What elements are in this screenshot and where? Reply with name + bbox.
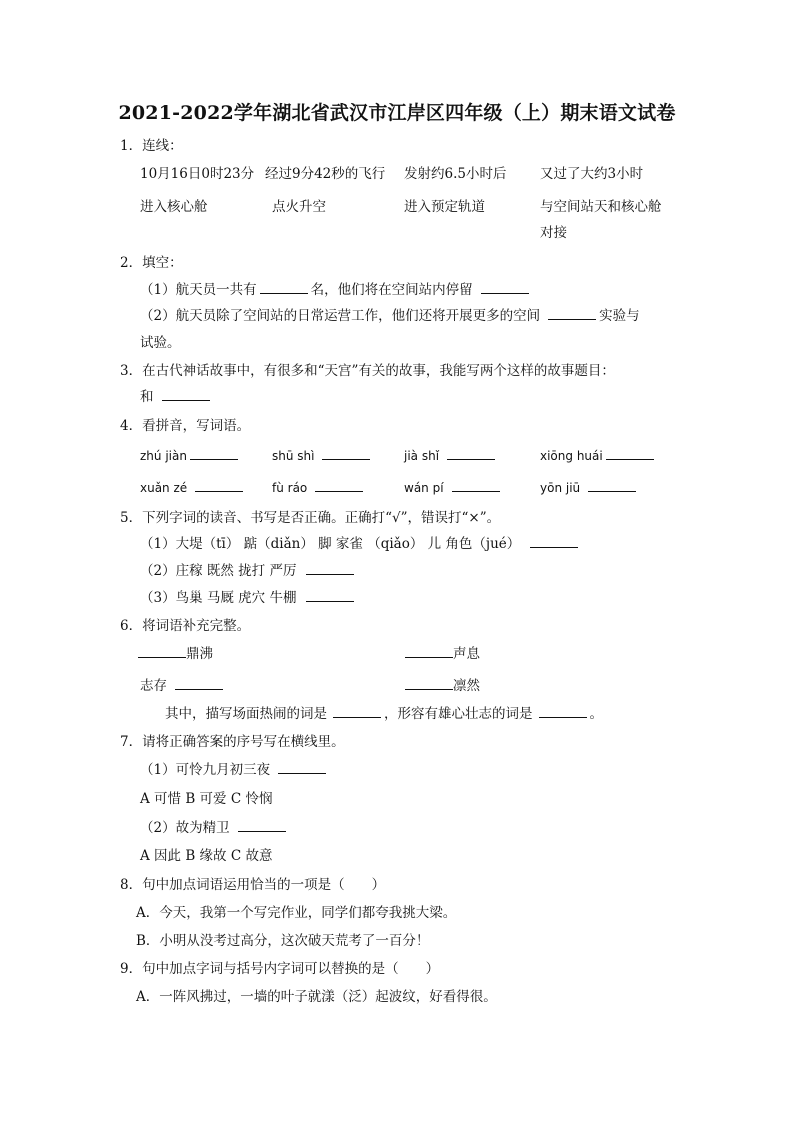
q5-l3-text: （3）鸟巢 马厩 虎穴 牛棚	[140, 590, 297, 606]
q4-row-2-item-1	[140, 479, 246, 497]
q3-text: 和	[140, 389, 154, 405]
q4-pinyin: shū shì	[272, 449, 315, 463]
q1-time-4: 又过了大约3小时	[540, 166, 644, 182]
q1-event-4: 与空间站天和核心舱	[540, 199, 662, 215]
q1-time-2: 经过9分42秒的飞行	[265, 166, 386, 182]
q4-blank[interactable]	[447, 447, 495, 460]
q4-row-1-item-4	[540, 447, 657, 465]
q6-blank-a[interactable]	[138, 645, 186, 658]
q5-heading: 5．下列字词的读音、书写是否正确。正确打“√”，错误打“×”。	[120, 510, 501, 526]
q4-blank[interactable]	[606, 447, 654, 460]
q7-blank-1[interactable]	[278, 761, 326, 774]
q5-line-1	[140, 535, 581, 553]
q1-event-3: 进入预定轨道	[404, 199, 485, 215]
q2-blank-1[interactable]	[260, 281, 308, 294]
q5-line-3	[140, 589, 357, 607]
q4-blank[interactable]	[315, 479, 363, 492]
q6-item-c	[140, 677, 226, 695]
q4-row-2-item-4	[540, 479, 639, 497]
q2-line-1	[140, 281, 532, 299]
q4-pinyin: jià shǐ	[404, 449, 440, 463]
q4-row-2-item-3	[404, 479, 503, 497]
q6-blank-f[interactable]	[539, 705, 587, 718]
q9-option-a: A．一阵风拂过，一墙的叶子就漾（泛）起波纹，好看得很。	[136, 989, 497, 1005]
q6-blank-e[interactable]	[333, 705, 381, 718]
q2-blank-3[interactable]	[548, 307, 596, 320]
q4-row-1-item-2	[272, 447, 373, 465]
q2-l2-text-a: （2）航天员除了空间站的日常运营工作，他们还将开展更多的空间	[140, 308, 541, 324]
q4-pinyin: yōn jiū	[540, 481, 581, 495]
q6-s1: 其中，描写场面热闹的词是	[165, 706, 327, 722]
q7-part-2	[140, 819, 289, 837]
q4-blank[interactable]	[452, 479, 500, 492]
q4-blank[interactable]	[195, 479, 243, 492]
q2-line-3: 试验。	[140, 335, 181, 351]
q2-l1-text-a: （1）航天员一共有	[140, 282, 257, 298]
q1-event-2: 点火升空	[272, 199, 326, 215]
q4-blank[interactable]	[588, 479, 636, 492]
q4-pinyin: fù ráo	[272, 481, 308, 495]
q6-text-b: 声息	[453, 646, 480, 662]
q5-line-2	[140, 562, 357, 580]
q7-options-2: A 因此 B 缘故 C 故意	[140, 848, 273, 864]
q5-blank-2[interactable]	[306, 562, 354, 575]
q8-heading: 8．句中加点词语运用恰当的一项是（ ）	[120, 877, 386, 893]
q3-blank[interactable]	[162, 388, 210, 401]
q6-blank-d[interactable]	[405, 677, 453, 690]
q4-row-1-item-1	[140, 447, 241, 465]
q1-event-4-cont: 对接	[540, 225, 567, 241]
q7-blank-2[interactable]	[238, 819, 286, 832]
q4-pinyin: wán pí	[404, 481, 444, 495]
q6-text-a: 鼎沸	[186, 646, 213, 662]
q8-option-a: A．今天，我第一个写完作业，同学们都夸我挑大梁。	[136, 905, 457, 921]
q7-options-1: A 可惜 B 可爱 C 怜悯	[140, 791, 273, 807]
page-title: 2021-2022学年湖北省武汉市江岸区四年级（上）期末语文试卷	[118, 102, 676, 124]
q4-heading: 4．看拼音，写词语。	[120, 418, 251, 434]
q5-blank-1[interactable]	[530, 535, 578, 548]
q6-heading: 6．将词语补充完整。	[120, 618, 251, 634]
q1-time-1: 10月16日0时23分	[140, 166, 255, 182]
q6-item-a	[138, 645, 213, 663]
q6-blank-b[interactable]	[405, 645, 453, 658]
q4-row-1-item-3	[404, 447, 498, 465]
q4-pinyin: xuǎn zé	[140, 481, 188, 495]
q4-blank[interactable]	[322, 447, 370, 460]
q1-heading: 1．连线：	[120, 138, 183, 154]
q5-l2-text: （2）庄稼 既然 拢打 严厉	[140, 563, 297, 579]
q7-heading: 7．请将正确答案的序号写在横线里。	[120, 734, 345, 750]
q1-event-1: 进入核心舱	[140, 199, 208, 215]
q6-s2: ，形容有雄心壮志的词是	[384, 706, 533, 722]
q8-option-b: B．小明从没考过高分，这次破天荒考了一百分！	[136, 933, 430, 949]
q7-part-1	[140, 761, 329, 779]
q2-l1-text-b: 名，他们将在空间站内停留	[310, 282, 473, 298]
q7-p2-text: （2）故为精卫	[140, 820, 230, 836]
q2-line-2	[140, 307, 640, 325]
q2-heading: 2．填空：	[120, 255, 183, 271]
q4-pinyin: zhú jiàn	[140, 449, 187, 463]
q3-line-2	[140, 388, 213, 406]
q9-heading: 9．句中加点字词与括号内字词可以替换的是（ ）	[120, 961, 440, 977]
q7-p1-text: （1）可怜九月初三夜	[140, 762, 271, 778]
q6-blank-c[interactable]	[175, 677, 223, 690]
q4-pinyin: xiōng huái	[540, 449, 603, 463]
q6-item-b	[405, 645, 480, 663]
q2-blank-2[interactable]	[481, 281, 529, 294]
q1-time-3: 发射约6.5小时后	[404, 166, 507, 182]
q6-text-d: 凛然	[453, 678, 480, 694]
q3-line-1: 3．在古代神话故事中，有很多和“天宫”有关的故事，我能写两个这样的故事题目：	[120, 363, 615, 379]
q4-row-2-item-2	[272, 479, 366, 497]
q2-l2-text-b: 实验与	[599, 308, 640, 324]
q6-item-d	[405, 677, 480, 695]
q4-blank[interactable]	[190, 447, 238, 460]
q6-s3: 。	[589, 706, 603, 722]
q6-summary	[165, 705, 603, 723]
q6-text-c: 志存	[140, 678, 167, 694]
q5-l1-text: （1）大堤（tī） 踮（diǎn） 脚 家雀 （qiǎo） 儿 角色（jué）	[140, 536, 521, 552]
q5-blank-3[interactable]	[306, 589, 354, 602]
